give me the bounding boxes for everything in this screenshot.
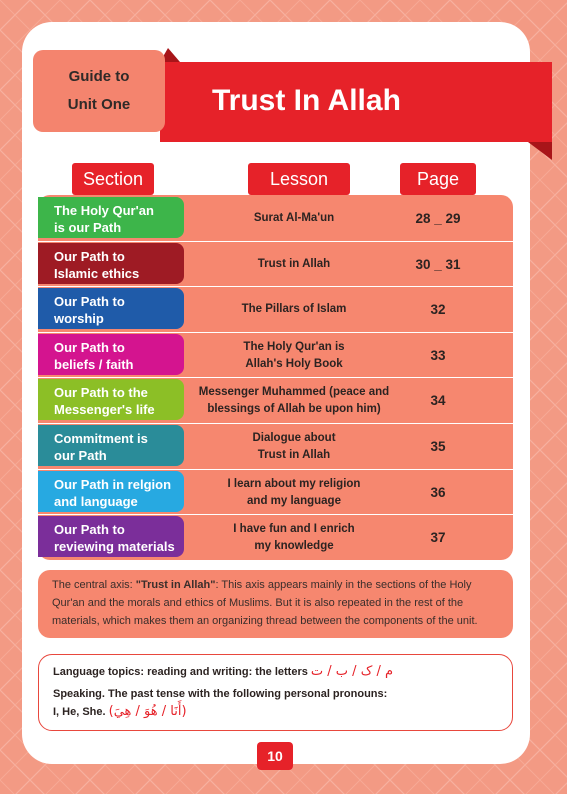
lesson-cell xyxy=(192,516,396,559)
page-cell: 35 xyxy=(430,439,446,454)
section-line-2: beliefs / faith xyxy=(54,356,134,372)
section-line-2: our Path xyxy=(54,447,107,463)
page-cell: 32 xyxy=(430,302,446,317)
row-divider xyxy=(38,332,513,333)
lesson-cell xyxy=(192,197,396,240)
axis-title: "Trust in Allah" xyxy=(135,579,216,591)
section-cell xyxy=(38,243,184,284)
page-title: Trust In Allah xyxy=(212,84,401,117)
lesson-line-2: my knowledge xyxy=(254,539,334,552)
section-line-1: Our Path to xyxy=(54,339,125,355)
page-cell: 28 _ 29 xyxy=(415,211,461,226)
arabic-letters: م / ک / ب / ت xyxy=(310,664,394,679)
table-row xyxy=(38,379,513,422)
language-topics-box xyxy=(38,654,513,731)
lesson-line-1: The Pillars of Islam xyxy=(241,303,347,315)
page-cell: 30 _ 31 xyxy=(415,257,461,272)
lesson-cell xyxy=(192,334,396,377)
section-line-2: Messenger's life xyxy=(54,401,155,417)
lesson-line-1: Dialogue about xyxy=(252,431,336,444)
row-divider xyxy=(38,377,513,378)
lesson-cell xyxy=(192,471,396,514)
section-cell xyxy=(38,471,184,512)
column-header-section: Section xyxy=(72,163,154,195)
arabic-pronouns: (أَنَا / هُوَ / هِيَ) xyxy=(108,704,187,719)
language-line-2: Speaking. The past tense with the following personal pronouns: xyxy=(53,688,388,700)
page-cell: 36 xyxy=(430,485,446,500)
lesson-cell xyxy=(192,288,396,331)
table-row xyxy=(38,243,513,286)
row-divider xyxy=(38,423,513,424)
guide-line-2: Unit One xyxy=(67,96,131,113)
column-header-lesson: Lesson xyxy=(248,163,350,195)
lesson-line-2: blessings of Allah be upon him) xyxy=(207,402,381,415)
page-cell: 37 xyxy=(430,530,446,545)
central-axis-box xyxy=(38,570,513,638)
axis-prefix: The central axis: xyxy=(52,579,136,591)
lesson-line-1: Trust in Allah xyxy=(257,258,331,270)
page-cell: 33 xyxy=(430,348,446,363)
section-cell xyxy=(38,288,184,329)
section-line-1: Our Path to xyxy=(54,248,125,264)
guide-line-1: Guide to xyxy=(68,68,130,85)
section-cell xyxy=(38,197,184,238)
lesson-line-2: Trust in Allah xyxy=(257,448,331,461)
lesson-line-2: Allah's Holy Book xyxy=(245,357,343,370)
section-line-2: worship xyxy=(54,310,104,326)
table-row xyxy=(38,197,513,240)
section-line-1: The Holy Qur'an xyxy=(54,202,154,218)
guide-box xyxy=(33,50,165,132)
section-line-1: Our Path to xyxy=(54,521,125,537)
section-line-2: is our Path xyxy=(54,219,122,235)
axis-text: : This axis appears mainly in the sections of the Holy Qur'an and the morals and ethics of Muslims. But it is also repeated in the rest of the materials, which makes them an organizing thread between the components of the unit. xyxy=(52,579,478,627)
language-topics-text: Language topics: reading and writing: the letters xyxy=(53,666,308,678)
row-divider xyxy=(38,286,513,287)
section-line-1: Our Path in relgion xyxy=(54,476,172,492)
lesson-line-1: Messenger Muhammed (peace and xyxy=(198,385,390,398)
lesson-cell xyxy=(192,425,396,468)
section-line-1: Our Path to the xyxy=(54,384,148,400)
lesson-cell xyxy=(192,243,396,286)
lesson-line-1: The Holy Qur'an is xyxy=(243,340,345,353)
page-number: 10 xyxy=(257,742,293,770)
page-cell: 34 xyxy=(430,393,446,408)
pronouns-text: I, He, She. xyxy=(53,706,106,718)
table-row xyxy=(38,425,513,468)
language-line-3 xyxy=(53,703,498,721)
section-line-2: reviewing materials xyxy=(54,538,175,554)
section-cell xyxy=(38,379,184,420)
lesson-line-1: I have fun and I enrich xyxy=(233,522,355,535)
section-line-1: Our Path to xyxy=(54,293,125,309)
table-row xyxy=(38,288,513,331)
row-divider xyxy=(38,514,513,515)
column-header-page: Page xyxy=(400,163,476,195)
table-row xyxy=(38,334,513,377)
lesson-line-2: and my language xyxy=(247,494,341,507)
section-line-1: Commitment is xyxy=(54,430,148,446)
section-line-2: and language xyxy=(54,493,138,509)
section-cell xyxy=(38,516,184,557)
section-cell xyxy=(38,425,184,466)
table-row xyxy=(38,471,513,514)
section-line-2: Islamic ethics xyxy=(54,265,140,281)
lesson-line-1: I learn about my religion xyxy=(227,477,361,490)
language-line-1 xyxy=(53,663,498,681)
lesson-cell xyxy=(192,379,396,422)
section-cell xyxy=(38,334,184,375)
table-row xyxy=(38,516,513,559)
row-divider xyxy=(38,241,513,242)
lesson-line-1: Surat Al-Ma'un xyxy=(253,212,335,224)
row-divider xyxy=(38,469,513,470)
banner-fold-right xyxy=(528,142,552,162)
